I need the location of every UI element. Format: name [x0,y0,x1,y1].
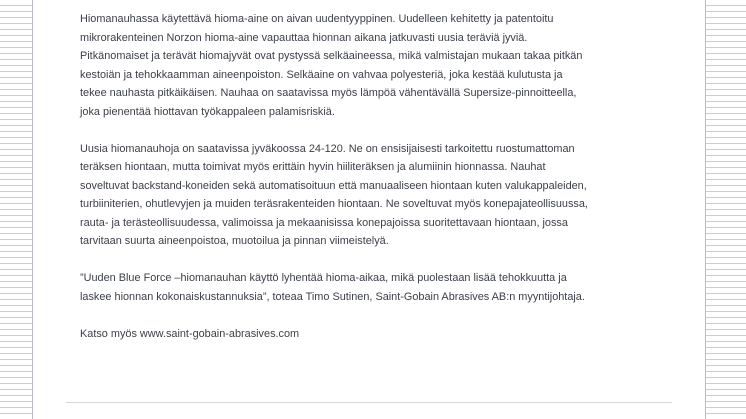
left-margin-decoration [0,0,33,419]
right-margin-decoration [705,0,746,419]
article-paragraph-1: Hiomanauhassa käytettävä hioma-aine on aivan uudentyyppinen. Uudelleen kehitetty ja patentoitu mikrorakenteinen Norzon hioma-aine vapauttaa hionnan aikana jatkuvasti uusia teräviä jyviä. Pitkänomaiset ja terävät hiomajyvät ovat pystyssä selkäaineessa, mikä valmistajan mukaan takaa pitkän kestoiän ja tehokkaamman aineenpoiston. Selkäaine on vahvaa polyesteriä, joka kestää kulutusta ja tekee nauhasta pitkäikäisen. Nauhaa on saatavissa myös lämpöä vähentävällä Supersize-pinnoitteella, joka pienentää hiottavan työkappaleen palamisriskiä. [80,13,583,118]
content-divider [66,402,672,403]
article-paragraph-4: Katso myös www.saint-gobain-abrasives.com [80,327,300,340]
article-paragraph-3: ”Uuden Blue Force –hiomanauhan käyttö lyhentää hioma-aikaa, mikä puolestaan lisää tehokkuutta ja laskee hionnan kokonaiskustannuksia”, toteaa Timo Sutinen, Saint-Gobain Abrasives AB:n myyntijohtaja. [80,272,585,303]
article-body [80,10,680,362]
article-paragraph-2: Uusia hiomanauhoja on saatavissa jyväkoossa 24-120. Ne on ensisijaisesti tarkoitettu ruostumattoman teräksen hiontaan, mutta toimivat myös erittäin hyvin hiiliteräksen ja alumiinin hionnassa. Nauhat soveltuvat backstand-koneiden sekä automatisoituun että manuaaliseen hiontaan kuten valukappaleiden, turbiiniterien, ohutlevyjen ja muiden teräsrakenteiden hiontaan. Ne soveltuvat myös konepajateollisuussa, rauta- ja terästeollisuudessa, valimoissa ja mekaanisissa konepajoissa suoritettavaan hiontaan, jossa tarvitaan suurta aineenpoistoa, muotoilua ja pinnan viimeistelyä. [80,142,588,247]
